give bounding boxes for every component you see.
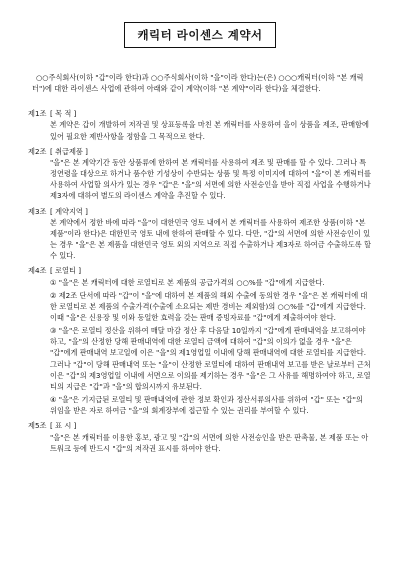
article-paragraph: 본 계약은 갑이 개발하여 저작권 및 상표등록을 마친 본 캐릭터를 사용하여 을이 상품을 제조, 판매함에 있어 필요한 제반사항을 정함을 그 목적으로 한다. xyxy=(50,120,369,141)
article-title: [ 목 적 ] xyxy=(50,109,77,119)
article-paragraph: 본 계약에서 정한 바에 따라 "을"이 대한민국 영토 내에서 본 캐릭터를 사용하여 제조한 상품(이하 "본 제품"이라 한다)은 대한민국 영토 내에 한하여 판매할 수 있다. 다만, "갑"의 서면에 의한 사전승인이 있는 경우 "을"은 본 제품을 대한민국 영토 외의 지역으로 직접 수출하거나 제3자로 하여금 수출하도록 할 수 있다. xyxy=(50,217,371,261)
document-title: 캐릭터 라이센스 계약서 xyxy=(124,22,275,48)
article-title: [ 로열티 ] xyxy=(50,266,82,276)
article-3 xyxy=(28,206,372,262)
article-2 xyxy=(28,146,372,202)
article-number: 제3조 xyxy=(28,206,47,216)
article-title: [ 계약지역 ] xyxy=(50,206,88,216)
article-paragraph: ① "을"은 본 캐릭터에 대한 로열티로 본 제품의 공급가격의 ○○%를 "갑"에게 지급한다. xyxy=(50,277,325,287)
article-paragraph: ③ "을"은 로열티 정산을 위하여 매달 마감 정산 후 다음달 10일까지 "갑"에게 판매내역을 보고하여야 하고, "을"의 산정한 당해 판매내역에 대한 로열티 금액에 대하여 "갑"의 이의가 없을 경우 "을"은 "갑"에게 판매내역 보고일에 이은 "을"의 제1영업일 이내에 당해 판매내역에 대한 로열티를 지급한다. 그러나 "갑"이 당해 판매내역 또는 "을"이 산정한 로열티에 대하여 판매내역 보고를 받은 날로부터 근처 이은 "갑"의 제3영업일 이내에 서면으로 이의를 제기하는 경우 "을"은 그 사유를 해명하여야 하고, 로열티의 지급은 "갑"과 "을"의 합의시까지 유보된다. xyxy=(50,326,371,391)
article-1 xyxy=(28,108,372,141)
article-title: [ 취급제품 ] xyxy=(50,146,88,156)
article-paragraph: ② 제2조 단서에 따라 "갑"이 "을"에 대하여 본 제품의 해외 수출에 동의한 경우 "을"은 본 캐릭터에 대한 로열티로 본 제품의 수출가격(수출에 소요되는 제반 경비는 제외함)의 ○○%를 "갑"에게 지급한다. 이때 "을"은 신용장 및 이와 동일한 효력을 갖는 판매 증빙자료를 "갑"에게 제출하여야 한다. xyxy=(50,290,368,322)
article-5 xyxy=(28,420,372,453)
article-4 xyxy=(28,265,372,416)
article-paragraph: "을"은 본 계약기간 동안 상품류에 한하여 본 캐릭터를 사용하여 제조 및 판매를 할 수 있다. 그러나 특정연령을 대상으로 하거나 품수한 기성상이 수반되는 상품 및 특정 이미지에 대하여 "을"이 본 캐릭터를 사용하여 사업할 의사가 있는 경우 "갑"은 "을"의 서면에 의한 사전승인을 받아 직접 사업을 수행하거나 제3자에 대하여 별도의 라이센스 계약을 추진할 수 있다. xyxy=(50,157,371,201)
intro-paragraph: ○○주식회사(이하 "갑"이라 한다)과 ○○주식회사(이하 "을"이라 한다)는(은) ○○○캐릭터(이하 "본 캐릭터")에 대한 라이센스 사업에 관하여 아래와 같이 계약(이하 "본 계약"이라 한다)을 체결한다. xyxy=(32,73,364,94)
article-title: [ 표 시 ] xyxy=(50,421,77,431)
title-container xyxy=(28,22,372,48)
article-number: 제5조 xyxy=(28,421,47,431)
article-number: 제4조 xyxy=(28,266,47,276)
article-number: 제2조 xyxy=(28,146,47,156)
article-paragraph: "을"은 본 캐릭터를 이용한 홍보, 광고 및 "갑"의 서면에 의한 사전승인을 받은 판촉물, 본 제품 또는 아트워크 등에 반드시 "갑"의 저작권 표시를 하여야 한다. xyxy=(50,432,369,453)
article-number: 제1조 xyxy=(28,109,47,119)
article-paragraph: ④ "을"은 기지급된 로열티 및 판매내역에 관한 정보 확인과 정산서류의사를 위하여 "갑" 또는 "갑"의 위임을 받은 자로 하여금 "을"의 회계장부에 접근할 수 있는 권리를 부여할 수 있다. xyxy=(50,395,363,416)
